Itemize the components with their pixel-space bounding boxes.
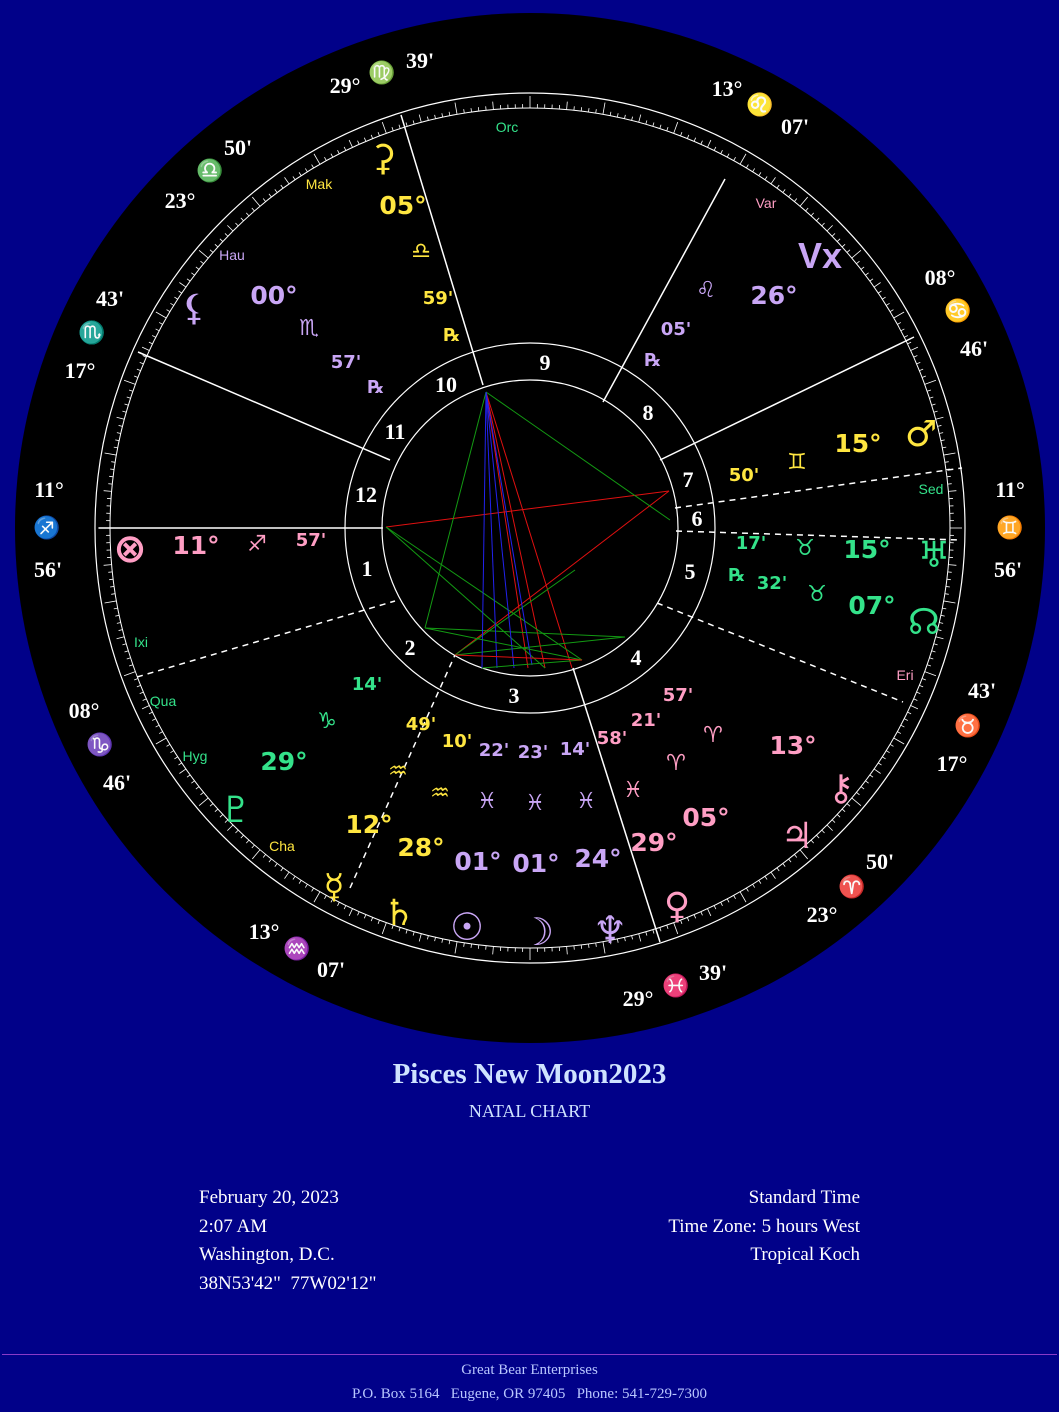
mercury-icon: ☿ (323, 867, 345, 907)
venus-icon: ♀ (663, 886, 691, 927)
house-number-12: 12 (355, 482, 377, 507)
svg-text:49': 49' (405, 714, 437, 735)
svg-text:♓: ♓ (662, 973, 690, 998)
svg-text:29°: 29° (630, 828, 678, 857)
asteroid-label-quaoar: Qua (149, 693, 177, 709)
moon-icon: ☽ (519, 910, 555, 954)
aquarius-icon: ♒ (430, 781, 450, 806)
svg-text:♎: ♎ (196, 158, 224, 183)
jupiter-icon: ♃ (780, 816, 814, 857)
svg-text:22': 22' (478, 740, 510, 761)
svg-text:08°: 08° (924, 265, 956, 290)
time-zone: Time Zone: 5 hours West (668, 1215, 860, 1237)
svg-text:♊: ♊ (996, 515, 1024, 540)
aquarius-icon: ♒ (388, 759, 408, 784)
svg-text:11°: 11° (995, 477, 1025, 502)
svg-text:♏: ♏ (78, 320, 106, 345)
asteroid-label-eris: Eri (896, 667, 914, 683)
svg-text:17°: 17° (64, 358, 96, 383)
house-number-2: 2 (404, 635, 416, 660)
svg-text:08°: 08° (68, 698, 100, 723)
degree-tick (588, 108, 589, 112)
system-info (668, 1184, 860, 1270)
footer-address: P.O. Box 5164 Eugene, OR 97405 Phone: 541-729-7300 (352, 1386, 707, 1402)
svg-text:05°: 05° (682, 803, 730, 832)
house-number-3: 3 (508, 683, 520, 708)
vertex-icon: Vx (797, 235, 843, 276)
cusp-label-1 (33, 477, 64, 582)
svg-text:50': 50' (865, 849, 895, 874)
asteroid-label-orcus: Orc (495, 119, 519, 135)
svg-text:00°: 00° (250, 281, 298, 310)
svg-text:01°: 01° (454, 847, 502, 876)
footer-company: Great Bear Enterprises (461, 1362, 598, 1378)
house-number-10: 10 (435, 372, 457, 397)
svg-text:01°: 01° (512, 849, 560, 878)
house-number-5: 5 (684, 559, 696, 584)
svg-text:07': 07' (316, 957, 346, 982)
svg-text:07°: 07° (848, 591, 896, 620)
asteroid-label-ixion: Ixi (134, 634, 148, 650)
chart-title: Pisces New Moon2023 (392, 1058, 667, 1090)
asteroid-label-hygiea: Hyg (182, 748, 208, 764)
svg-text:07': 07' (780, 114, 810, 139)
svg-text:29°: 29° (260, 747, 308, 776)
svg-text:50': 50' (223, 135, 253, 160)
asteroid-label-sedna: Sed (918, 481, 944, 497)
mars-icon: ♂ (904, 414, 938, 455)
svg-text:♐: ♐ (33, 515, 61, 540)
asteroid-label-makemake: Mak (305, 176, 333, 192)
scorpio-icon: ♏ (299, 316, 319, 341)
pisces-icon: ♓ (623, 778, 643, 803)
pisces-icon: ♓ (477, 789, 497, 814)
svg-text:21': 21' (630, 710, 662, 731)
footer (0, 1358, 1059, 1406)
svg-text:♋: ♋ (944, 298, 972, 323)
svg-text:15°: 15° (843, 535, 891, 564)
pluto-icon: ♇ (219, 790, 253, 831)
pisces-icon: ♓ (525, 791, 545, 816)
taurus-icon: ♉ (795, 536, 815, 561)
svg-text:39': 39' (698, 960, 728, 985)
libra-icon: ♎ (411, 239, 431, 264)
aries-icon: ♈ (666, 751, 686, 776)
house-number-8: 8 (642, 400, 654, 425)
degree-tick (110, 586, 114, 587)
event-info (199, 1184, 377, 1298)
svg-text:56': 56' (33, 557, 63, 582)
svg-text:10': 10' (441, 731, 473, 752)
neptune-icon: ♆ (592, 908, 628, 952)
cusp-label-7 (994, 477, 1025, 582)
svg-text:26°: 26° (750, 281, 798, 310)
capricorn-icon: ♑ (317, 709, 337, 734)
svg-text:23': 23' (517, 742, 549, 763)
house-number-4: 4 (630, 645, 642, 670)
aries-icon: ♈ (703, 723, 723, 748)
house-number-11: 11 (384, 419, 406, 444)
svg-text:11°: 11° (34, 477, 64, 502)
gemini-icon: ♊ (787, 450, 807, 475)
svg-text:50': 50' (728, 465, 760, 486)
svg-text:15°: 15° (834, 429, 882, 458)
svg-text:39': 39' (405, 48, 435, 73)
svg-text:℞: ℞ (443, 325, 461, 346)
event-date: February 20, 2023 (199, 1187, 339, 1208)
sagittarius-icon: ♐ (247, 532, 267, 557)
svg-text:14': 14' (559, 739, 591, 760)
footer-divider (2, 1354, 1057, 1355)
event-coordinates: 38N53'42" 77W02'12" (199, 1272, 377, 1294)
svg-text:32': 32' (756, 573, 788, 594)
svg-text:43': 43' (95, 286, 125, 311)
degree-tick (946, 586, 950, 587)
house-number-9: 9 (539, 350, 551, 375)
svg-text:23°: 23° (164, 188, 196, 213)
svg-text:13°: 13° (248, 919, 280, 944)
svg-text:17': 17' (735, 533, 767, 554)
svg-text:14': 14' (351, 674, 383, 695)
leo-icon: ♌ (696, 278, 716, 303)
svg-text:℞: ℞ (367, 377, 385, 398)
svg-text:46': 46' (102, 770, 132, 795)
asteroid-label-chaos: Cha (269, 838, 295, 854)
svg-text:12°: 12° (345, 810, 393, 839)
part-of-fortune-icon: ⊗ (113, 526, 147, 572)
event-time: 2:07 AM (199, 1215, 268, 1237)
house-number-1: 1 (361, 556, 373, 581)
svg-text:58': 58' (596, 728, 628, 749)
svg-text:57': 57' (330, 352, 362, 373)
svg-text:46': 46' (959, 336, 989, 361)
svg-text:♒: ♒ (283, 936, 311, 961)
saturn-icon: ♄ (382, 893, 416, 934)
degree-tick (588, 944, 589, 948)
svg-text:13°: 13° (769, 731, 817, 760)
svg-text:28°: 28° (397, 833, 445, 862)
svg-text:♑: ♑ (86, 732, 114, 757)
svg-text:♈: ♈ (838, 874, 866, 899)
svg-text:♉: ♉ (954, 713, 982, 738)
pisces-icon: ♓ (576, 789, 596, 814)
svg-text:56': 56' (993, 557, 1023, 582)
svg-text:11°: 11° (172, 531, 220, 560)
degree-tick (471, 108, 472, 112)
svg-text:57': 57' (295, 530, 327, 551)
svg-text:23°: 23° (806, 902, 838, 927)
svg-text:♍: ♍ (368, 60, 396, 85)
house-system: Tropical Koch (750, 1244, 860, 1265)
house-number-6: 6 (691, 506, 703, 531)
svg-text:13°: 13° (711, 76, 743, 101)
svg-text:℞: ℞ (644, 350, 662, 371)
svg-text:57': 57' (662, 685, 694, 706)
chart-subtitle: NATAL CHART (468, 1101, 591, 1121)
asteroid-label-varuna: Var (755, 195, 777, 211)
svg-text:05': 05' (660, 319, 692, 340)
svg-text:♌: ♌ (746, 92, 774, 117)
svg-text:59': 59' (422, 288, 454, 309)
svg-text:24°: 24° (574, 844, 622, 873)
taurus-icon: ♉ (807, 582, 827, 607)
time-standard: Standard Time (748, 1187, 860, 1208)
north-node-icon: ☊ (908, 602, 940, 643)
asteroid-label-haumea: Hau (219, 247, 245, 263)
uranus-icon: ♅ (917, 535, 951, 576)
house-number-7: 7 (682, 467, 694, 492)
svg-text:29°: 29° (329, 73, 361, 98)
svg-text:17°: 17° (936, 751, 968, 776)
event-location: Washington, D.C. (199, 1244, 335, 1265)
chiron-icon: ⚷ (827, 768, 855, 809)
ceres-icon: ⚳ (369, 138, 397, 179)
sun-icon: ☉ (449, 905, 485, 949)
degree-tick (110, 469, 114, 470)
svg-text:29°: 29° (622, 986, 654, 1011)
svg-text:05°: 05° (379, 191, 427, 220)
lilith-icon: ⚸ (180, 288, 208, 329)
svg-text:℞: ℞ (728, 565, 746, 586)
svg-text:43': 43' (967, 678, 997, 703)
